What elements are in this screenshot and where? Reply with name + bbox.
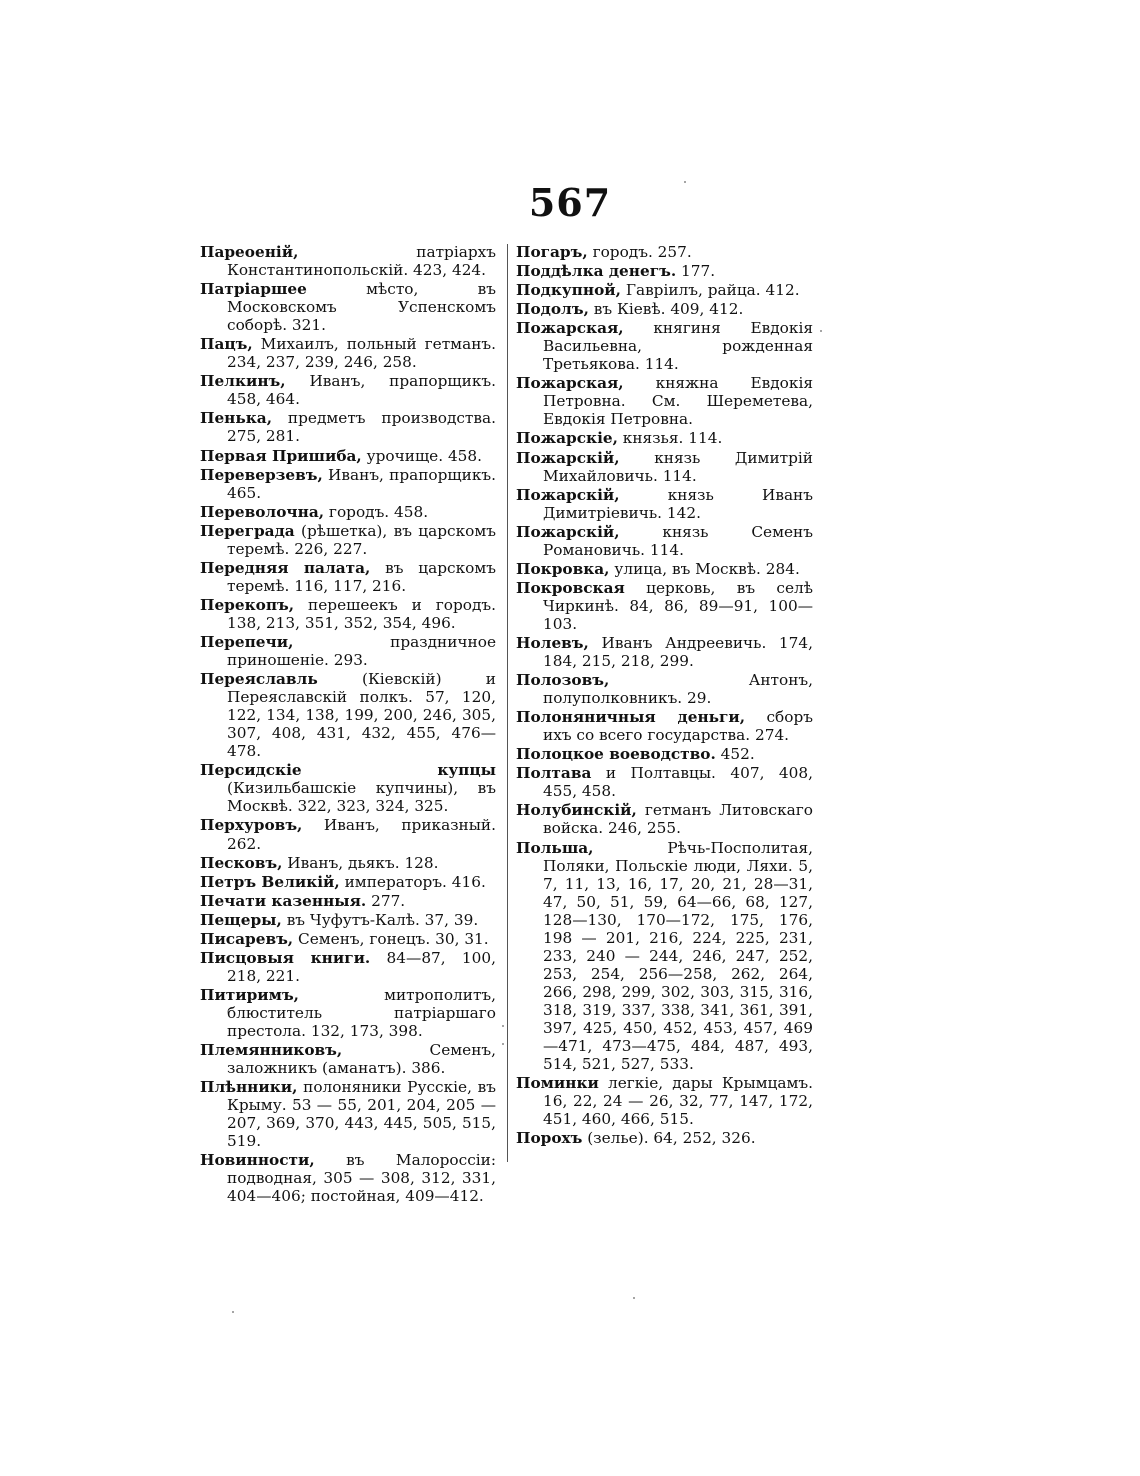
scan-speck <box>502 1043 504 1045</box>
entry-headword: Полозовъ, <box>516 671 610 690</box>
entry-headword: Новинности, <box>200 1151 315 1170</box>
index-entry <box>516 1074 813 1128</box>
entry-headword: Пожарскій, <box>516 522 620 541</box>
entry-headword: Пожарскій, <box>516 485 620 504</box>
entry-headword: Плѣнники, <box>200 1078 298 1097</box>
entry-headword: Переграда <box>200 521 295 540</box>
scan-speck <box>820 330 822 332</box>
index-entry <box>516 300 813 318</box>
entry-headword: Перепечи, <box>200 632 294 651</box>
scan-speck <box>502 1025 504 1027</box>
index-entry <box>200 335 496 371</box>
entry-headword: Поминки <box>516 1074 599 1093</box>
entry-text: въ Малороссіи: подводная, 305 — 308, 312, 331, 404—406; постойная, 409—412. <box>227 1151 496 1206</box>
entry-text: перешеекъ и городъ. 138, 213, 351, 352, 354, 496. <box>227 595 496 632</box>
index-entry <box>516 745 813 763</box>
entry-headword: Польша, <box>516 838 594 857</box>
index-entry <box>200 892 496 910</box>
index-entry <box>516 523 813 559</box>
index-entry <box>516 1129 813 1147</box>
index-entry <box>200 633 496 669</box>
entry-headword: Петръ Великій, <box>200 872 340 891</box>
entry-text: урочище. 458. <box>361 446 482 465</box>
entry-text: городъ. 458. <box>324 502 429 521</box>
index-entry <box>200 503 496 521</box>
entry-headword: Писаревъ, <box>200 929 294 948</box>
entry-headword: Пожарскій, <box>516 448 620 467</box>
index-entry <box>200 670 496 760</box>
index-entry <box>516 579 813 633</box>
entry-text: Иванъ, прапорщикъ. 465. <box>227 465 496 502</box>
entry-text: князья. 114. <box>617 429 723 448</box>
index-entry <box>200 466 496 502</box>
index-entry <box>200 816 496 852</box>
entry-text: 452. <box>715 745 755 764</box>
entry-headword: Пещеры, <box>200 910 282 929</box>
entry-text: княжна Евдокія Петровна. См. Шереметева, Евдокія Петровна. <box>543 374 813 429</box>
entry-text: императоръ. 416. <box>339 872 486 891</box>
entry-headword: Песковъ, <box>200 853 283 872</box>
entry-headword: Пацъ, <box>200 335 253 354</box>
entry-headword: Перхуровъ, <box>200 816 303 835</box>
index-entry <box>516 429 813 447</box>
page-number: 567 <box>528 180 612 225</box>
entry-text: Антонъ, полуполковникъ. 29. <box>543 671 813 708</box>
entry-text: (Кіевскій) и Переяславскій полкъ. 57, 120, 122, 134, 138, 199, 200, 246, 305, 307, 408, 431, 432, 455, 476—478. <box>227 670 496 761</box>
scan-speck <box>232 1311 234 1313</box>
index-entry <box>200 243 496 279</box>
entry-text: князь Димитрій Михайловичь. 114. <box>543 448 813 485</box>
entry-headword: Питиримъ, <box>200 985 300 1004</box>
index-entry <box>516 671 813 707</box>
entry-headword: Подолъ, <box>516 300 589 319</box>
index-entry <box>200 280 496 334</box>
entry-text: княгиня Евдокія Васильевна, рожденная Третьякова. 114. <box>543 319 813 374</box>
entry-headword: Печати казенныя. <box>200 891 367 910</box>
index-entry <box>516 634 813 670</box>
entry-text: патріархъ Константинопольскій. 423, 424. <box>227 243 496 280</box>
index-entry <box>516 801 813 837</box>
entry-headword: Покровская <box>516 578 625 597</box>
entry-headword: Пареоеній, <box>200 243 299 261</box>
entry-headword: Писцовыя книги. <box>200 948 371 967</box>
index-entry <box>200 522 496 558</box>
entry-headword: Погаръ, <box>516 243 588 261</box>
entry-text: легкіе, дары Крымцамъ. 16, 22, 24 — 26, 32, 77, 147, 172, 451, 460, 466, 515. <box>543 1074 813 1129</box>
entry-text: 177. <box>676 262 716 281</box>
entry-headword: Полоцкое воеводство. <box>516 745 716 764</box>
index-entry <box>200 1041 496 1077</box>
entry-headword: Передняя палата, <box>200 558 371 577</box>
entry-headword: Пожарская, <box>516 374 624 393</box>
entry-headword: Пожарская, <box>516 319 624 338</box>
entry-headword: Подкупной, <box>516 281 621 300</box>
entry-text: улица, въ Москвѣ. 284. <box>609 559 800 578</box>
entry-headword: Пелкинъ, <box>200 372 286 391</box>
index-entry <box>200 986 496 1040</box>
index-column-right <box>516 243 813 1148</box>
entry-text: въ царскомъ теремѣ. 116, 117, 216. <box>227 558 496 595</box>
entry-headword: Первая Пришиба, <box>200 446 362 465</box>
entry-headword: Полтава <box>516 764 592 783</box>
index-entry <box>516 839 813 1074</box>
entry-text: сборъ ихъ со всего государства. 274. <box>543 708 813 745</box>
entry-text: Семенъ, заложникъ (аманатъ). 386. <box>227 1041 496 1078</box>
entry-text: въ Чуфутъ-Калѣ. 37, 39. <box>281 910 479 929</box>
entry-headword: Племянниковъ, <box>200 1041 343 1060</box>
index-entry <box>200 447 496 465</box>
index-entry <box>200 949 496 985</box>
index-entry <box>516 486 813 522</box>
entry-headword: Пенька, <box>200 409 273 428</box>
entry-headword: Перекопъ, <box>200 595 295 614</box>
entry-text: князь Иванъ Димитріевичь. 142. <box>543 485 813 522</box>
index-entry <box>516 560 813 578</box>
index-entry <box>200 1078 496 1150</box>
scan-speck <box>633 1297 635 1299</box>
entry-text: митрополитъ, блюститель патріаршаго престола. 132, 173, 398. <box>227 985 496 1040</box>
entry-headword: Порохъ <box>516 1129 583 1148</box>
entry-text: Рѣчь-Посполитая, Поляки, Польскіе люди, Ляхи. 5, 7, 11, 13, 16, 17, 20, 21, 28—31, 47, 50, 51, 59, 64—66, 68, 127, 128—130, 170—172, 175, 176, 198 — 201, 216, 224, 225, 231, 233, 240 — 244, 246, 247, 252, 253, 254, 256—258, 262, 264, 266, 298, 299, 302, 303, 315, 316, 318, 319, 337, 338, 341, 361, 391, 397, 425, 450, 452, 453, 457, 469—471, 473—475, 484, 487, 493, 514, 521, 527, 533. <box>543 838 813 1074</box>
index-entry <box>200 761 496 815</box>
entry-text: 84—87, 100, 218, 221. <box>227 948 496 985</box>
entry-text: Семенъ, гонецъ. 30, 31. <box>293 929 489 948</box>
index-entry <box>200 596 496 632</box>
index-entry <box>200 930 496 948</box>
index-entry <box>516 319 813 373</box>
index-entry <box>516 243 813 261</box>
entry-text: Иванъ, прапорщикъ. 458, 464. <box>227 372 496 409</box>
index-entry <box>516 374 813 428</box>
entry-text: праздничное приношеніе. 293. <box>227 632 496 670</box>
entry-text: Михаилъ, польный гетманъ. 234, 237, 239, 246, 258. <box>227 335 496 372</box>
entry-text: (рѣшетка), въ царскомъ теремѣ. 226, 227. <box>227 521 496 558</box>
entry-text: полоняники Русскіе, въ Крыму. 53 — 55, 201, 204, 205 — 207, 369, 370, 443, 445, 505, 515, 519. <box>227 1078 496 1151</box>
scan-speck <box>684 181 686 183</box>
entry-text: Гавріилъ, райца. 412. <box>620 281 800 300</box>
index-entry <box>516 708 813 744</box>
entry-text: Иванъ, приказный. 262. <box>227 816 496 853</box>
index-entry <box>200 911 496 929</box>
entry-headword: Поддѣлка денегъ. <box>516 262 677 281</box>
index-entry <box>516 262 813 280</box>
index-entry <box>200 1151 496 1205</box>
index-entry <box>200 873 496 891</box>
index-entry <box>200 559 496 595</box>
entry-headword: Покровка, <box>516 559 610 578</box>
entry-text: (зелье). 64, 252, 326. <box>582 1129 756 1148</box>
index-entry <box>200 854 496 872</box>
entry-headword: Нолубинскій, <box>516 801 637 820</box>
entry-headword: Персидскіе купцы <box>200 761 496 780</box>
entry-headword: Переверзевъ, <box>200 465 323 484</box>
entry-text: князь Семенъ Романовичь. 114. <box>543 522 813 559</box>
entry-text: мѣсто, въ Московскомъ Успенскомъ соборѣ. 321. <box>227 280 496 335</box>
entry-text: предметъ производства. 275, 281. <box>227 409 496 446</box>
entry-headword: Нолевъ, <box>516 633 589 652</box>
entry-headword: Полоняничныя деньги, <box>516 708 746 727</box>
entry-text: 277. <box>366 891 406 910</box>
entry-text: и Полтавцы. 407, 408, 455, 458. <box>543 764 813 801</box>
entry-text: гетманъ Литовскаго войска. 246, 255. <box>543 801 813 838</box>
index-entry <box>200 372 496 408</box>
entry-text: церковь, въ селѣ Чиркинѣ. 84, 86, 89—91, 100—103. <box>543 578 813 633</box>
entry-headword: Патріаршее <box>200 280 307 299</box>
index-column-left <box>200 243 496 1206</box>
entry-text: Иванъ Андреевичь. 174, 184, 215, 218, 299. <box>543 633 813 671</box>
index-entry <box>516 764 813 800</box>
index-entry <box>200 409 496 445</box>
index-entry <box>516 281 813 299</box>
entry-text: (Кизильбашскіе купчины), въ Москвѣ. 322, 323, 324, 325. <box>227 779 496 816</box>
index-entry <box>516 449 813 485</box>
entry-text: въ Кіевѣ. 409, 412. <box>588 300 744 319</box>
entry-headword: Переволочна, <box>200 502 325 521</box>
entry-text: Иванъ, дьякъ. 128. <box>282 853 439 872</box>
entry-headword: Переяславль <box>200 670 318 689</box>
entry-headword: Пожарскіе, <box>516 429 618 448</box>
entry-text: городъ. 257. <box>587 243 692 261</box>
column-divider <box>507 244 508 1162</box>
